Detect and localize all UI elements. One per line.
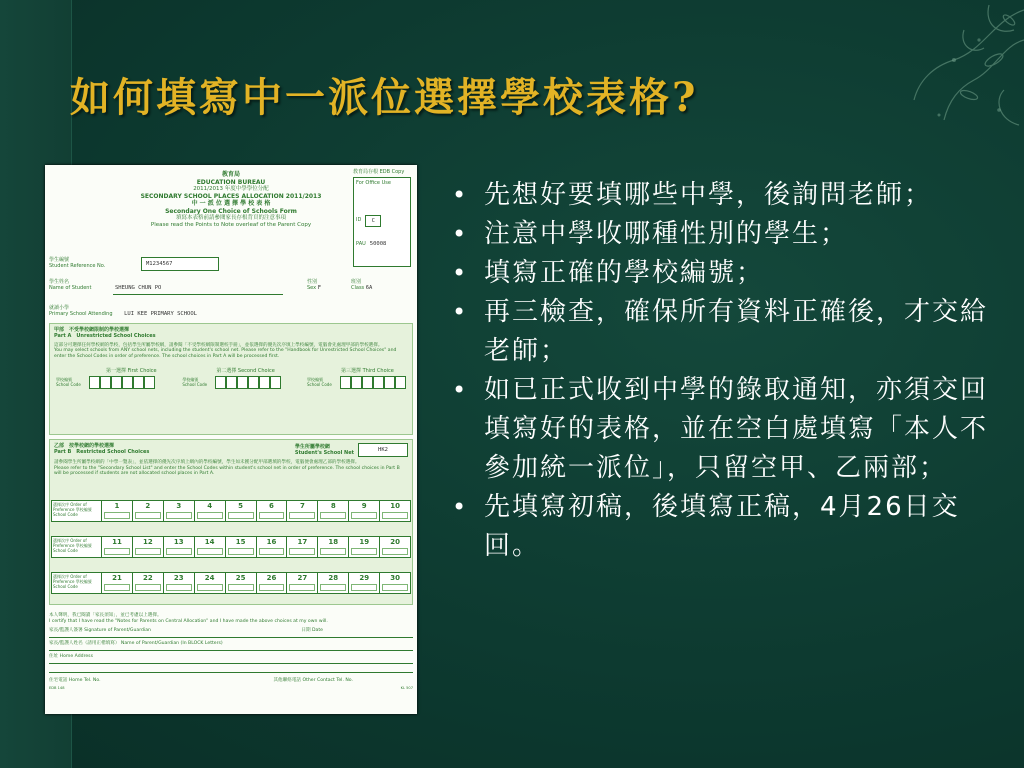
declaration-zh: 本人聲明，我已閱讀「家長須知」，並已考慮以上選擇。 bbox=[49, 613, 162, 618]
class-label bbox=[351, 279, 372, 292]
id-value: C bbox=[365, 215, 381, 227]
class-label-zh: 班別 bbox=[351, 279, 362, 285]
allocation-form-image bbox=[45, 165, 417, 714]
choice-2-label: 第二選擇 Second Choice bbox=[216, 367, 275, 374]
row-3-label: 選擇次序 Order of Preference 學校編號 School Code bbox=[52, 573, 102, 593]
note-en: Please read the Points to Note overleaf of the Parent Copy bbox=[150, 222, 312, 229]
order-cell: 2 bbox=[133, 501, 164, 521]
list-item bbox=[448, 488, 1008, 566]
bullet-icon: • bbox=[452, 181, 469, 209]
bullet-text: 先填寫初稿，後填寫正稿，4月26日交回。 bbox=[484, 492, 960, 561]
office-use-corner bbox=[353, 169, 411, 267]
student-name-label-en: Name of Student bbox=[49, 285, 92, 292]
choice-1-label: 第一選擇 First Choice bbox=[106, 367, 157, 374]
order-cell: 10 bbox=[380, 501, 410, 521]
pau-label: PAU bbox=[356, 240, 366, 247]
part-a-desc-en: You may select schools from ANY school nets, including the student's school net. Please refer to the "Handbook for Unrestricted School Choices" and enter the School Codes in order of preference. The school choices in Part A will be processed first. bbox=[54, 348, 397, 359]
part-a-title-en: Part A Unrestricted School Choices bbox=[54, 333, 156, 340]
order-cell: 18 bbox=[318, 537, 349, 557]
part-a-title-zh: 甲部 不受學校網限制的學校選擇 bbox=[54, 327, 130, 333]
list-item bbox=[448, 215, 1008, 254]
list-item bbox=[448, 293, 1008, 371]
year-en: SECONDARY SCHOOL PLACES ALLOCATION 2011/2013 bbox=[140, 192, 322, 200]
pau-value: 50008 bbox=[369, 240, 387, 247]
order-cell: 6 bbox=[257, 501, 288, 521]
address-label: 住址 Home Address bbox=[49, 653, 93, 659]
part-b-title-en: Part B Restricted School Choices bbox=[54, 449, 150, 456]
student-ref-label bbox=[49, 257, 105, 270]
student-name-value: SHEUNG CHUN PO bbox=[115, 285, 162, 291]
choice-1-code-label: 學校編號 School Code bbox=[56, 377, 81, 388]
order-cell: 25 bbox=[226, 573, 257, 593]
bullet-icon: • bbox=[452, 220, 469, 248]
form-code-right: KL 507 bbox=[400, 686, 413, 691]
id-label: ID bbox=[356, 217, 362, 224]
signature-label: 家長/監護人簽署 Signature of Parent/Guardian bbox=[49, 628, 151, 634]
order-cell: 1 bbox=[102, 501, 133, 521]
bullet-icon: • bbox=[452, 259, 469, 287]
part-b-desc-en: Please refer to the "Secondary School List" and enter the School Codes within student's school net in order of preference. The school choices in Part B will be processed if students are not allocated school places in Part A. bbox=[54, 465, 400, 477]
part-a-choices bbox=[54, 368, 408, 389]
year-zh: 2011/2013 年度中學學位分配 bbox=[193, 186, 269, 192]
order-cell: 17 bbox=[287, 537, 318, 557]
bullet-text: 如已正式收到中學的錄取通知，亦須交回填寫好的表格，並在空白處填寫「本人不參加統一派位」，只留空甲、乙兩部； bbox=[484, 375, 989, 483]
form-name-en: Secondary One Choice of Schools Form bbox=[165, 207, 297, 215]
order-cell: 26 bbox=[257, 573, 288, 593]
order-cell: 28 bbox=[318, 573, 349, 593]
part-a-choice-3 bbox=[307, 368, 406, 389]
form-footer bbox=[49, 613, 413, 691]
choice-2-code-label: 學校編號 School Code bbox=[182, 377, 208, 388]
order-cell: 3 bbox=[164, 501, 195, 521]
order-cell: 8 bbox=[318, 501, 349, 521]
instruction-list bbox=[448, 176, 1008, 566]
order-cell: 20 bbox=[380, 537, 410, 557]
bullet-text: 注意中學收哪種性別的學生； bbox=[484, 219, 849, 249]
bullet-icon: • bbox=[452, 376, 469, 404]
sex-label-en: Sex bbox=[307, 285, 317, 292]
edb-copy-label: 教育局存根 EDB Copy bbox=[353, 169, 405, 175]
school-net-value: HK2 bbox=[358, 443, 408, 457]
order-cell: 24 bbox=[195, 573, 226, 593]
order-cell: 7 bbox=[287, 501, 318, 521]
slide-title: 如何填寫中一派位選擇學校表格? bbox=[70, 74, 699, 121]
student-ref-label-en: Student Reference No. bbox=[49, 263, 106, 270]
part-b-row-2 bbox=[51, 536, 411, 558]
part-a-section bbox=[49, 323, 413, 435]
part-b-row-3 bbox=[51, 572, 411, 594]
row-1-label: 選擇次序 Order of Preference 學校編號 School Code bbox=[52, 501, 102, 521]
school-net-label-zh: 學生所屬學校網 bbox=[294, 443, 330, 450]
order-cell: 29 bbox=[349, 573, 380, 593]
choice-3-label: 第三選擇 Third Choice bbox=[340, 367, 394, 374]
choice-1-code-boxes bbox=[89, 376, 155, 389]
part-b-title-zh: 乙部 按學校網的學校選擇 bbox=[54, 443, 115, 449]
order-cell: 15 bbox=[226, 537, 257, 557]
order-cell: 27 bbox=[287, 573, 318, 593]
student-ref-value: M1234567 bbox=[141, 257, 219, 271]
order-cell: 13 bbox=[164, 537, 195, 557]
part-a-choice-1 bbox=[56, 368, 157, 389]
list-item bbox=[448, 254, 1008, 293]
bullet-text: 填寫正確的學校編號； bbox=[484, 258, 765, 288]
class-value: 6A bbox=[365, 285, 373, 292]
order-cell: 14 bbox=[195, 537, 226, 557]
order-cell: 16 bbox=[257, 537, 288, 557]
part-b-row-1 bbox=[51, 500, 411, 522]
office-use-label: For Office Use bbox=[356, 180, 391, 187]
sex-value: F bbox=[317, 285, 322, 292]
part-b-desc-zh: 請參閱學生所屬學校網的「中學一覽表」，並依選擇的優先次序填上網內的學校編號，學生如未獲分配甲部選填的學校，電腦便會處理乙部的學校選擇。 bbox=[54, 460, 360, 465]
part-a-desc-zh: 這部分可選擇任何學校網的學校，包括學生所屬學校網，請參閱「不受學校網限制選校手冊」，並依選擇的優先次序填上學校編號，電腦會先處理甲部的學校選擇。 bbox=[54, 342, 383, 348]
bullet-text: 再三檢查，確保所有資料正確後，才交給老師； bbox=[484, 297, 989, 366]
school-value: LUI KEE PRIMARY SCHOOL bbox=[124, 311, 197, 318]
row-2-label: 選擇次序 Order of Preference 學校編號 School Code bbox=[52, 537, 102, 557]
form-code-left: EDB 148 bbox=[49, 686, 65, 691]
note-zh: 填寫本表格前請參閱家長存根背頁的注意事項 bbox=[175, 215, 286, 222]
date-label: 日期 Date bbox=[301, 628, 323, 634]
choice-2-code-boxes bbox=[215, 376, 281, 389]
form-name-zh: 中 一 派 位 選 擇 學 校 表 格 bbox=[191, 200, 271, 208]
list-item bbox=[448, 176, 1008, 215]
order-cell: 30 bbox=[380, 573, 410, 593]
class-label-en: Class bbox=[351, 285, 365, 292]
order-cell: 22 bbox=[133, 573, 164, 593]
other-tel-label: 其他聯絡電話 Other Contact Tel. No. bbox=[273, 677, 353, 683]
order-cell: 21 bbox=[102, 573, 133, 593]
student-name-label bbox=[49, 279, 91, 292]
choice-3-code-label: 學校編號 School Code bbox=[306, 377, 332, 388]
school-label-zh: 就讀小學 bbox=[49, 305, 70, 311]
student-ref-label-zh: 學生編號 bbox=[49, 257, 70, 263]
sex-label-zh: 性別 bbox=[307, 279, 318, 285]
student-name-label-zh: 學生姓名 bbox=[49, 279, 70, 285]
sex-label bbox=[307, 279, 321, 292]
bullet-text: 先想好要填哪些中學，後詢問老師； bbox=[484, 180, 933, 210]
bureau-zh: 教育局 bbox=[221, 171, 240, 178]
bullet-icon: • bbox=[452, 493, 469, 521]
order-cell: 19 bbox=[349, 537, 380, 557]
school-label bbox=[49, 305, 197, 318]
home-tel-label: 住宅電話 Home Tel. No. bbox=[49, 677, 101, 683]
parent-name-label: 家長/監護人姓名（請用正楷填寫） Name of Parent/Guardian (In BLOCK Letters) bbox=[49, 641, 223, 647]
order-cell: 11 bbox=[102, 537, 133, 557]
choice-3-code-boxes bbox=[340, 376, 406, 389]
declaration-en: I certify that I have read the "Notes for Parents on Central Allocation" and I have made the above choices at my own will. bbox=[49, 618, 328, 624]
office-use-box bbox=[353, 177, 411, 267]
part-a-choice-2 bbox=[182, 368, 281, 389]
order-cell: 5 bbox=[226, 501, 257, 521]
list-item bbox=[448, 371, 1008, 488]
order-cell: 4 bbox=[195, 501, 226, 521]
bureau-en: EDUCATION BUREAU bbox=[196, 178, 266, 186]
name-underline bbox=[113, 294, 283, 295]
bullet-icon: • bbox=[452, 298, 469, 326]
order-cell: 23 bbox=[164, 573, 195, 593]
school-net-label-en: Student's School Net bbox=[294, 450, 354, 456]
order-cell: 12 bbox=[133, 537, 164, 557]
order-cell: 9 bbox=[349, 501, 380, 521]
school-label-en: Primary School Attending bbox=[49, 311, 113, 318]
